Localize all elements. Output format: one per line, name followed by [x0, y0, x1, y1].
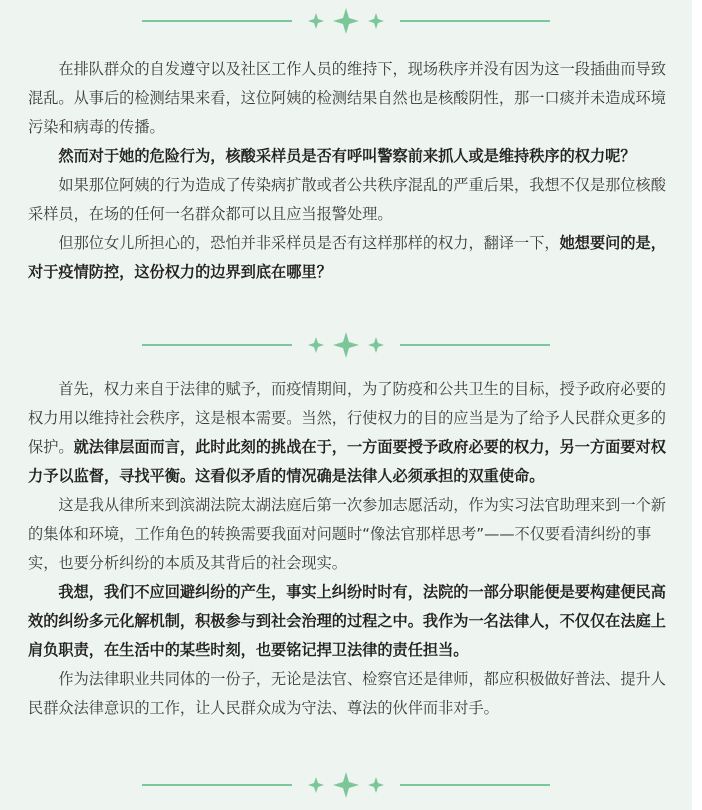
- section-2: [28, 375, 674, 723]
- section-1: [28, 55, 674, 287]
- paragraph-5: [28, 375, 674, 491]
- ornament-divider-top: [0, 6, 692, 36]
- paragraph-4-bold-text: 她想要问的是，对于疫情防控，这份权力的边界到底在哪里？: [28, 234, 666, 281]
- paragraph-5-bold-text: 就法律层面而言，此时此刻的挑战在于，一方面要授予政府必要的权力，另一方面要对权力予以监督，寻找平衡。这看似矛盾的情况确是法律人必须承担的双重使命。: [28, 438, 666, 485]
- paragraph-4: [28, 229, 674, 287]
- paragraph-5-text: 首先，权力来自于法律的赋予，而疫情期间，为了防疫和公共卫生的目标，授予政府必要的权力用以维持社会秩序，这是根本需要。当然，行使权力的目的应当是为了给予人民群众更多的保护。: [28, 380, 666, 456]
- paragraph-4-text: 但那位女儿所担心的，恐怕并非采样员是否有这样那样的权力，翻译一下，: [58, 234, 560, 252]
- paragraph-6: 这是我从律所来到滨湖法院太湖法庭后第一次参加志愿活动，作为实习法官助理来到一个新的集体和环境，工作角色的转换需要我面对问题时“像法官那样思考”——不仅要看清纠纷的事实，也要分析纠纷的本质及其背后的社会现实。: [28, 496, 666, 572]
- sparkle-divider-icon: [0, 770, 692, 800]
- paragraph-7-bold: 我想，我们不应回避纠纷的产生，事实上纠纷时时有，法院的一部分职能便是要构建便民高效的纠纷多元化解机制，积极参与到社会治理的过程之中。我作为一名法律人，不仅仅在法庭上肩负职责，在生活中的某些时刻，也要铭记捍卫法律的责任担当。: [28, 583, 666, 659]
- sparkle-divider-icon: [0, 6, 692, 36]
- ornament-divider-bottom: [0, 770, 692, 800]
- paragraph-2-bold: 然而对于她的危险行为，核酸采样员是否有呼叫警察前来抓人或是维持秩序的权力呢？: [58, 147, 636, 165]
- sparkle-divider-icon: [0, 330, 692, 360]
- paragraph-8: 作为法律职业共同体的一份子，无论是法官、检察官还是律师，都应积极做好普法、提升人民群众法律意识的工作，让人民群众成为守法、尊法的伙伴而非对手。: [28, 670, 666, 717]
- paragraph-1: 在排队群众的自发遵守以及社区工作人员的维持下，现场秩序并没有因为这一段插曲而导致混乱。从事后的检测结果来看，这位阿姨的检测结果自然也是核酸阴性，那一口痰并未造成环境污染和病毒的传播。: [28, 60, 666, 136]
- ornament-divider-middle: [0, 330, 692, 360]
- paragraph-3: 如果那位阿姨的行为造成了传染病扩散或者公共秩序混乱的严重后果，我想不仅是那位核酸采样员，在场的任何一名群众都可以且应当报警处理。: [28, 176, 666, 223]
